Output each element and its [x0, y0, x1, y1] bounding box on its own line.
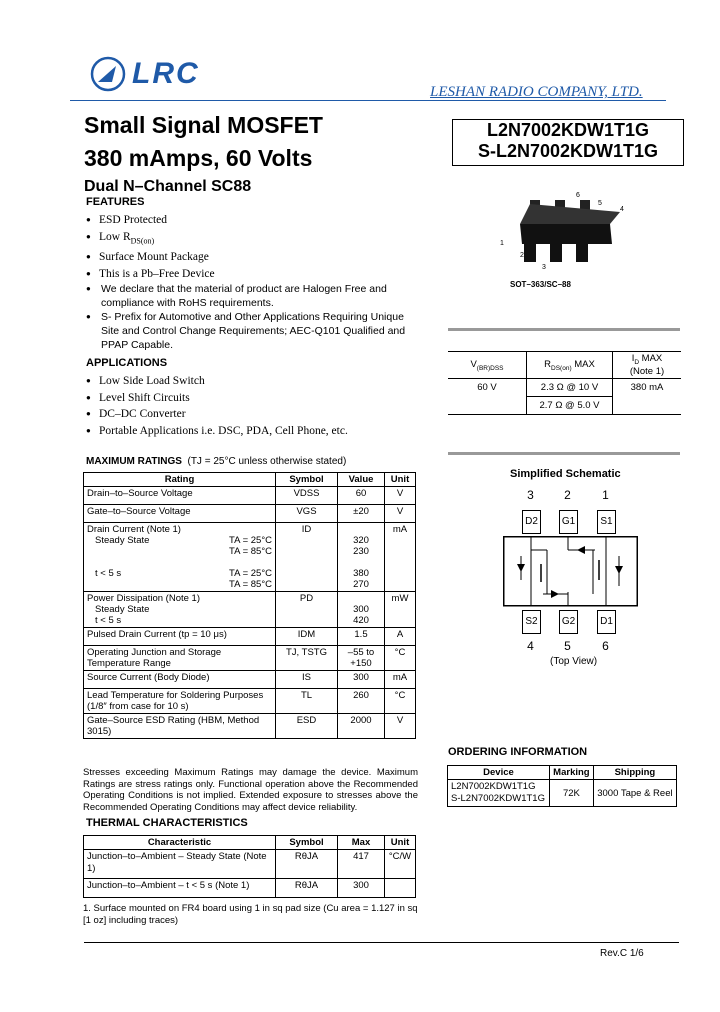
schematic-title: Simplified Schematic: [510, 468, 621, 480]
list-item: ● Surface Mount Package: [86, 249, 406, 266]
package-drawing: 6 5 4 1 2 3 SOT–363/SC–88: [500, 182, 630, 292]
header-rule: [70, 100, 666, 101]
list-item: ● Level Shift Circuits: [86, 390, 406, 407]
table-row: Drain–to–Source Voltage VDSS 60 V: [84, 487, 416, 505]
page-subtitle: 380 mAmps, 60 Volts: [84, 145, 313, 171]
table-row: Lead Temperature for Soldering Purposes (1/8″ from case for 10 s) TL 260 °C: [84, 689, 416, 714]
table-row: Gate–to–Source Voltage VGS ±20 V: [84, 505, 416, 523]
applications-heading: APPLICATIONS: [86, 357, 168, 369]
table-cell: 380 mA: [630, 381, 664, 393]
header-cell: Max: [338, 836, 385, 850]
pin-g1: G1: [559, 510, 578, 534]
pin-d1: D1: [597, 610, 616, 634]
company-logo: [90, 56, 200, 92]
divider: [448, 452, 680, 455]
thermal-table: [83, 835, 416, 898]
list-item: ● DC–DC Converter: [86, 406, 406, 423]
pin-g2: G2: [559, 610, 578, 634]
pin-d2: D2: [522, 510, 541, 534]
list-item: ● This is a Pb–Free Device: [86, 266, 406, 283]
page-title: Small Signal MOSFET: [84, 112, 323, 138]
max-ratings-heading: MAXIMUM RATINGS (TJ = 25°C unless otherwise stated): [86, 456, 347, 467]
header-cell: Symbol: [276, 836, 338, 850]
table-row: L2N7002KDW1T1G S-L2N7002KDW1T1G 72K 3000 Tape & Reel: [448, 780, 677, 807]
part-number: L2N7002KDW1T1G: [486, 120, 650, 140]
top-view-label: (Top View): [550, 656, 598, 667]
table-row: Operating Junction and Storage Temperature Range TJ, TSTG –55 to +150 °C: [84, 646, 416, 671]
list-item: ● ESD Protected: [86, 212, 406, 229]
ordering-table: [447, 765, 677, 807]
header-cell: Unit: [385, 473, 416, 487]
pin-s2: S2: [522, 610, 541, 634]
header-cell: Marking: [549, 766, 593, 780]
header-cell: Device: [448, 766, 550, 780]
thermal-heading: THERMAL CHARACTERISTICS: [86, 817, 248, 829]
footer-rule: [84, 942, 679, 943]
table-cell: 60 V: [448, 378, 527, 414]
table-row: Junction–to–Ambient – t < 5 s (Note 1) RθJA 300: [84, 879, 416, 898]
list-item: ● Portable Applications i.e. DSC, PDA, Cell Phone, etc.: [86, 423, 406, 440]
features-heading: FEATURES: [86, 196, 145, 208]
header-cell: $V_{(BR)DSS}$: [448, 352, 527, 379]
table-row: Gate–Source ESD Rating (HBM, Method 3015) ESD 2000 V: [84, 714, 416, 739]
list-item: ● We declare that the material of product are Halogen Free and compliance with RoHS requirements.: [86, 282, 406, 310]
header-cell: Unit: [385, 836, 416, 850]
table-row: Source Current (Body Diode) IS 300 mA: [84, 671, 416, 689]
list-item: ● Low Side Load Switch: [86, 373, 406, 390]
table-row: Drain Current (Note 1) Steady State TA = 25°C TA = 85°C t < 5 s TA = 25°C TA = 85°C ID 320 230 380 270 mA: [84, 523, 416, 592]
footnote: 1. Surface mounted on FR4 board using 1 in sq pad size (Cu area = 1.127 in sq [1 oz] including traces): [83, 903, 418, 926]
header-cell: $R_{DS(on)}$ MAX: [527, 352, 613, 379]
header-cell: Value: [338, 473, 385, 487]
table-row: Power Dissipation (Note 1) Steady State t < 5 s PD 300 420 mW: [84, 592, 416, 628]
max-ratings-table: [83, 472, 416, 739]
divider: [448, 328, 680, 331]
schematic-circuit: [503, 536, 638, 608]
header-cell: Characteristic: [84, 836, 276, 850]
header-cell: Symbol: [276, 473, 338, 487]
page-subtitle-2: Dual N–Channel SC88: [84, 178, 252, 195]
summary-table: [448, 351, 681, 415]
features-list: [86, 212, 406, 352]
sc88-package-icon: [500, 182, 630, 282]
part-number: S-L2N7002KDW1T1G: [477, 141, 659, 161]
pin-s1: S1: [597, 510, 616, 534]
header-cell: Shipping: [593, 766, 676, 780]
table-row: Junction–to–Ambient – Steady State (Note 1) RθJA 417 °C/W: [84, 850, 416, 879]
schematic: 3 2 1 D2 G1 S1 S2 G2 D1 4 5 6: [503, 488, 638, 666]
part-number-box: [452, 119, 684, 166]
list-item: ● S- Prefix for Automotive and Other Applications Requiring Unique Site and Control Change Requirements; AEC-Q101 Qualified and PPAP Capable.: [86, 310, 406, 352]
header-cell: Rating: [84, 473, 276, 487]
ratings-note: Stresses exceeding Maximum Ratings may damage the device. Maximum Ratings are stress ratings only. Functional operation above the Recommended Operating Conditions is not implied. Extended exposure to stresses above the Recommended Operating Conditions may affect device reliability.: [83, 767, 418, 813]
logo-text: LRC: [132, 57, 200, 90]
list-item: ● Low $R_{DS(on)}$: [86, 229, 406, 250]
table-cell: 2.7 Ω @ 5.0 V: [527, 396, 613, 414]
package-label: SOT–363/SC–88: [510, 280, 571, 289]
lrc-logo-icon: [90, 56, 126, 92]
ordering-heading: ORDERING INFORMATION: [448, 746, 588, 758]
table-cell: 2.3 Ω @ 10 V: [527, 378, 613, 396]
applications-list: [86, 373, 406, 439]
revision: Rev.C 1/6: [600, 948, 644, 959]
header-cell: $I_D$ MAX (Note 1): [629, 353, 665, 377]
table-row: Pulsed Drain Current (tp = 10 μs) IDM 1.5 A: [84, 628, 416, 646]
company-name: LESHAN RADIO COMPANY, LTD.: [430, 84, 643, 100]
